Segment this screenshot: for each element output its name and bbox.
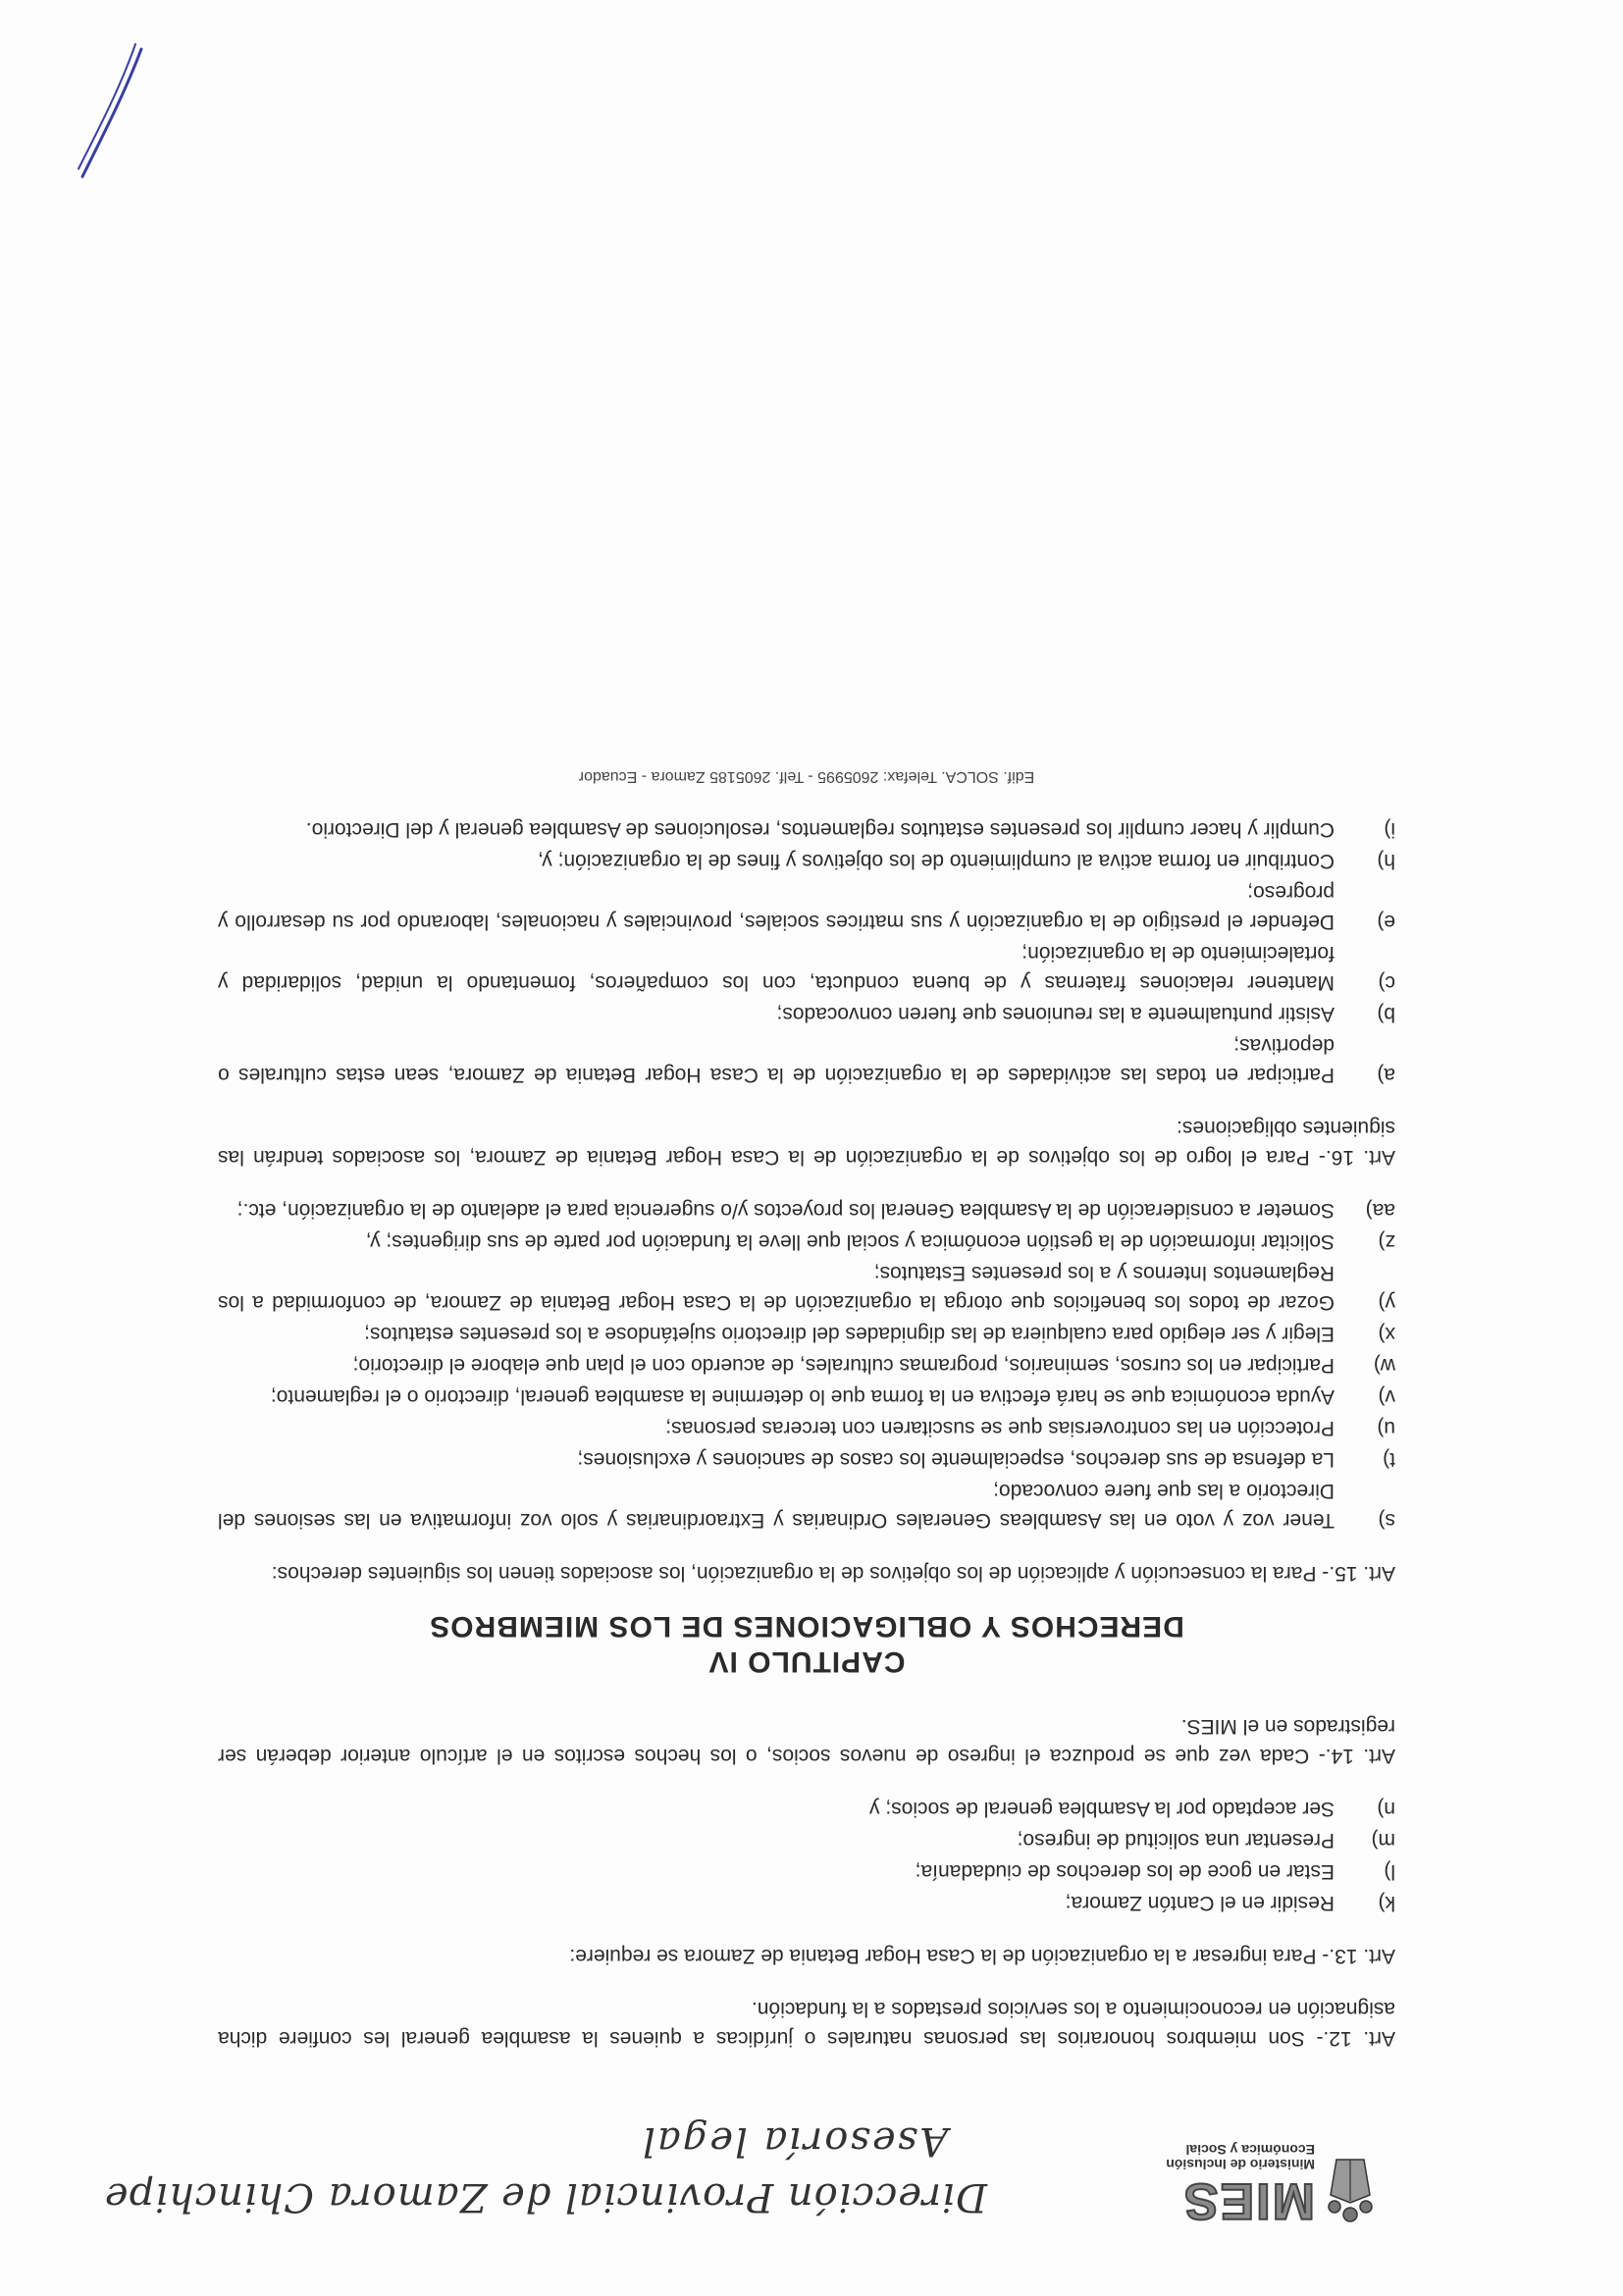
list-item: [218, 1258, 1395, 1317]
letterhead-title: Dirección Provincial de Zamora Chinchipe: [103, 2174, 987, 2219]
article-13-list: [218, 1794, 1395, 1917]
article-16-list: [218, 814, 1395, 1089]
page-footer: Edif. SOLCA. Telefax: 2605995 - Telf. 2605185 Zamora - Ecuador: [578, 768, 1035, 785]
list-item-text: Estar en goce de los derechos de ciudadanía;: [915, 1860, 1335, 1883]
list-item: [218, 1350, 1395, 1380]
list-item-text: Elegir y ser elegido para cualquiera de las dignidades del directorio sujetándose a los presentes estatutos;: [364, 1323, 1335, 1345]
list-item: [218, 1030, 1395, 1089]
list-item-text: Participar en todas las actividades de la organización de la Casa Hogar Betania de Zamora, sean estas culturales o deportivas;: [218, 1034, 1335, 1086]
list-item-label: w): [1373, 1354, 1395, 1377]
document-body: [218, 761, 1395, 2053]
list-item-label: l): [1384, 1860, 1395, 1883]
list-item-label: k): [1378, 1892, 1395, 1914]
list-item: [218, 1195, 1395, 1225]
logo-subtitle-line: Económica y Social: [1185, 2142, 1315, 2158]
pen-check-mark-icon: [73, 39, 151, 186]
list-item-label: a): [1377, 1064, 1395, 1086]
list-item-label: b): [1377, 1003, 1395, 1025]
chapter-subtitle: DERECHOS Y OBLIGACIONES DE LOS MIEMBROS: [429, 1610, 1184, 1643]
list-item: [218, 1476, 1395, 1535]
list-item: [218, 999, 1395, 1028]
list-item-label: n): [1377, 1798, 1395, 1820]
letterhead-subtitle: Asesoría legal: [641, 2118, 948, 2164]
list-item-label: x): [1378, 1323, 1395, 1345]
list-item-text: Presentar una solicitud de ingreso;: [1017, 1829, 1335, 1852]
list-item-label: t): [1383, 1448, 1395, 1471]
mies-logo: [1134, 2134, 1380, 2232]
list-item-label: s): [1378, 1509, 1395, 1532]
list-item: [218, 1888, 1395, 1917]
list-item-text: Mantener relaciones fraternas y de buena conducta, con los compañeros, fomentando la unidad, solidaridad y fortalecimiento de la organización;: [218, 942, 1335, 994]
list-item-label: e): [1377, 911, 1395, 933]
list-item: [218, 1825, 1395, 1854]
mies-emblem-icon: [1321, 2156, 1380, 2224]
list-item: [218, 1794, 1395, 1823]
list-item: [218, 1413, 1395, 1442]
list-item-text: Ser aceptado por la Asamblea general de socios; y: [869, 1798, 1335, 1820]
list-item: [218, 877, 1395, 936]
article-16-intro: Art. 16.- Para el logro de los objetivos de la organización de la Casa Hogar Betania de Zamora, los asociados tendrán las siguientes obligaciones:: [218, 1117, 1395, 1169]
list-item-text: Ayuda económica que se hará efectiva en la forma que lo determine la asamblea general, directorio o el reglamento;: [270, 1385, 1335, 1408]
list-item-text: Asistir puntualmente a las reuniones que fueren convocados;: [776, 1003, 1335, 1025]
list-item: [218, 846, 1395, 875]
list-item-label: i): [1384, 818, 1395, 841]
list-item: [218, 1382, 1395, 1411]
article-12: Art. 12.- Son miembros honorarios las personas naturales o jurídicas a quienes la asamblea general les confiere dicha asignación en reconocimiento a los servicios prestados a la fundación.: [218, 1998, 1395, 2050]
list-item: [218, 1444, 1395, 1474]
mies-logo-subtitle: [1166, 2142, 1315, 2171]
logo-subtitle-line: Ministerio de Inclusión: [1166, 2157, 1315, 2172]
list-item-text: Protección en las controversias que se suscitaren con terceras personas;: [665, 1417, 1335, 1439]
list-item-text: Defender el prestigio de la organización y sus matrices sociales, provinciales y nacionales, laborando por su desarrollo y progreso;: [218, 881, 1335, 933]
list-item-text: Someter a consideración de la Asamblea General los proyectos y/o sugerencia para el adelanto de la organización, etc.;: [236, 1199, 1335, 1222]
list-item-label: m): [1371, 1829, 1395, 1852]
list-item-text: Tener voz y voto en las Asambleas Generales Ordinarias y Extraordinarias y solo voz informativa en las sesiones del Directorio a las que fuere convocado;: [218, 1480, 1335, 1532]
list-item: [218, 814, 1395, 844]
letterhead: [103, 2090, 1389, 2237]
mies-logo-word: MIES: [1181, 2172, 1315, 2229]
list-item-text: Solicitar información de la gestión económica y social que lleve la fundación por parte de sus dirigentes; y,: [365, 1230, 1335, 1253]
article-15-intro: Art. 15.- Para la consecución y aplicación de los objetivos de la organización, los asociados tienen los siguientes derechos:: [271, 1562, 1395, 1585]
list-item-text: Residir en el Cantón Zamora;: [1065, 1892, 1335, 1914]
list-item: [218, 1226, 1395, 1256]
article-14: Art. 14.- Cada vez que se produzca el ingreso de nuevos socios, o los hechos escritos en el artículo anterior deberán ser registrados en el MIES.: [218, 1715, 1395, 1767]
list-item-label: u): [1377, 1417, 1395, 1439]
list-item-label: y): [1378, 1291, 1395, 1314]
list-item-text: La defensa de sus derechos, especialmente los casos de sanciones y exclusiones;: [577, 1448, 1335, 1471]
list-item-text: Contribuir en forma activa al cumplimiento de los objetivos y fines de la organización; y,: [537, 850, 1335, 872]
list-item-label: z): [1378, 1230, 1395, 1253]
list-item-label: c): [1378, 971, 1395, 994]
list-item-label: h): [1377, 850, 1395, 872]
list-item-label: v): [1378, 1385, 1395, 1408]
article-15-list: [218, 1195, 1395, 1535]
list-item-text: Gozar de todos los beneficios que otorga la organización de la Casa Hogar Betania de Zamora, de conformidad a los Reglamentos Internos y a los presentes Estatutos;: [218, 1262, 1335, 1314]
list-item-text: Participar en los cursos, seminarios, programas culturales, de acuerdo con el plan que elabore el directorio;: [352, 1354, 1335, 1377]
list-item-text: Cumplir y hacer cumplir los presentes estatutos reglamentos, resoluciones de Asamblea general y del Directorio.: [305, 818, 1335, 841]
list-item: [218, 1856, 1395, 1886]
list-item: [218, 938, 1395, 997]
list-item-label: aa): [1365, 1199, 1395, 1222]
chapter-title: CAPITULO IV: [707, 1645, 906, 1678]
article-13-intro: Art. 13.- Para ingresar a la organización de la Casa Hogar Betania de Zamora se requiere:: [569, 1945, 1395, 1967]
list-item: [218, 1319, 1395, 1348]
